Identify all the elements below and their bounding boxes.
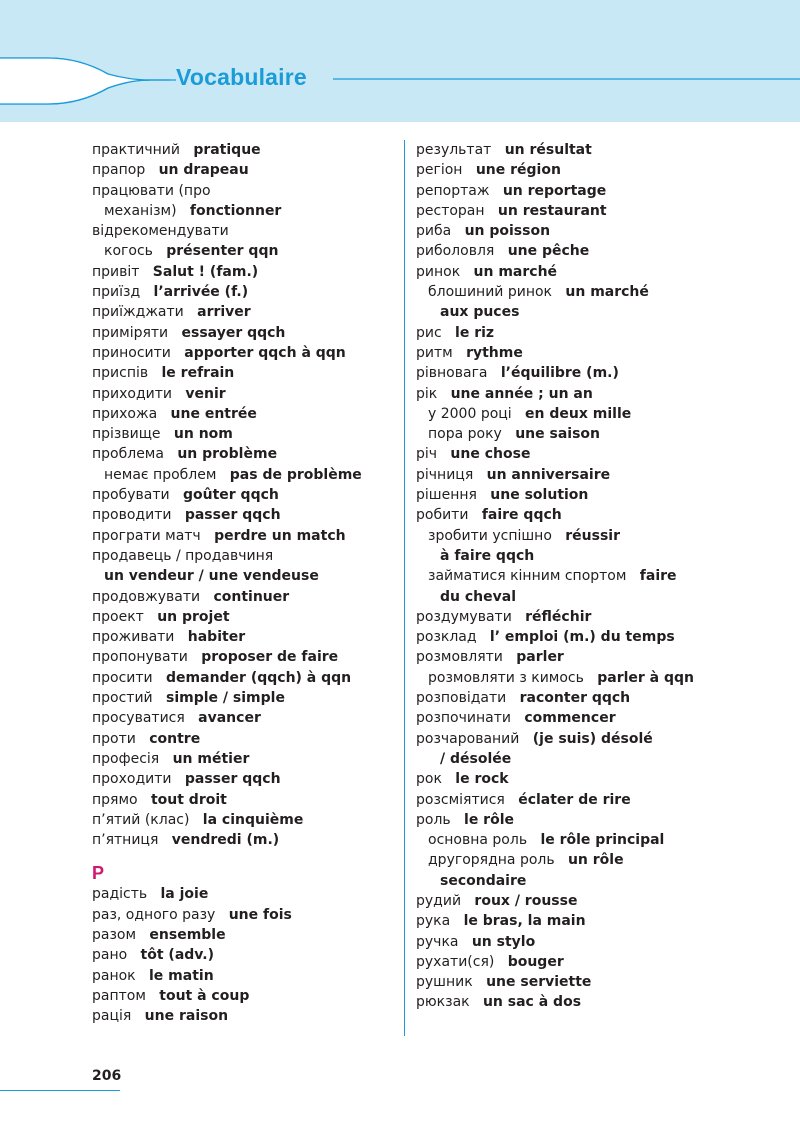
ukrainian-term: основна роль	[428, 832, 528, 849]
french-term: passer qqch	[184, 771, 281, 788]
vocab-entry	[92, 323, 397, 343]
vocab-entry	[92, 647, 397, 667]
ukrainian-term: практичний	[92, 142, 180, 158]
ukrainian-term: програти матч	[92, 527, 201, 544]
french-term: essayer qqch	[181, 324, 286, 341]
french-term: proposer de faire	[201, 649, 339, 666]
ukrainian-term: зробити успішно	[428, 527, 552, 544]
vocab-entry	[92, 830, 397, 850]
vocab-entry	[416, 749, 800, 769]
french-term: la joie	[160, 886, 209, 903]
vocab-entry	[92, 282, 397, 302]
ukrainian-term: проблема	[92, 446, 164, 463]
french-term: une année ; un an	[450, 385, 593, 402]
french-term: un anniversaire	[486, 466, 611, 483]
vocab-entry	[92, 384, 397, 404]
vocab-entry	[416, 871, 800, 891]
section-title: Vocabulaire	[176, 64, 307, 90]
french-term: l’arrivée (f.)	[153, 284, 249, 301]
vocab-entry	[416, 790, 800, 810]
french-term: le refrain	[161, 365, 235, 382]
vocab-entry	[416, 647, 800, 667]
ukrainian-term: раз, одного разу	[92, 906, 216, 923]
french-term: un stylo	[471, 933, 536, 950]
french-term: venir	[185, 385, 226, 402]
ukrainian-term: проект	[92, 608, 144, 625]
ukrainian-term: працювати (про	[92, 182, 211, 199]
french-term: parler	[516, 649, 564, 666]
french-term: une serviette	[486, 974, 592, 991]
french-term: continuer	[213, 588, 290, 605]
french-term: le bras, la main	[463, 913, 586, 930]
ukrainian-term: ритм	[416, 344, 453, 361]
ukrainian-term: приходити	[92, 385, 173, 402]
french-term: ensemble	[149, 926, 226, 943]
french-term: un métier	[172, 750, 250, 767]
entry-list-left	[92, 140, 397, 850]
french-term: un rôle	[567, 852, 624, 869]
vocab-entry	[92, 241, 397, 261]
vocab-entry	[92, 485, 397, 505]
french-term: pas de problème	[229, 466, 362, 483]
vocab-entry	[92, 404, 397, 424]
french-term: tout droit	[150, 791, 227, 808]
vocab-entry	[92, 566, 397, 586]
vocab-entry	[92, 140, 397, 160]
entry-list-right	[416, 140, 800, 1013]
ukrainian-term: механізм)	[104, 202, 177, 219]
vocab-entry	[416, 546, 800, 566]
vocab-entry	[416, 343, 800, 363]
french-term: tôt (adv.)	[140, 947, 214, 964]
vocab-entry	[416, 384, 800, 404]
french-term: un projet	[157, 608, 230, 625]
vocab-entry	[92, 363, 397, 383]
vocab-entry	[416, 505, 800, 525]
ukrainian-term: ресторан	[416, 202, 485, 219]
ukrainian-term: ринок	[416, 263, 461, 280]
ukrainian-term: у 2000 році	[428, 405, 512, 422]
french-term: une solution	[490, 487, 589, 504]
ukrainian-term: розмовляти з кимось	[428, 669, 584, 686]
vocab-entry	[92, 790, 397, 810]
vocab-entry	[416, 708, 800, 728]
ukrainian-term: проти	[92, 730, 136, 747]
ukrainian-term: роль	[416, 811, 451, 828]
ukrainian-term: проходити	[92, 771, 172, 788]
ukrainian-term: приїжджати	[92, 304, 184, 321]
vocab-entry	[416, 891, 800, 911]
ukrainian-term: прихожа	[92, 405, 158, 422]
header-band	[0, 0, 800, 122]
ukrainian-term: рівновага	[416, 365, 488, 382]
french-term: du cheval	[440, 588, 516, 605]
french-term: une fois	[228, 906, 292, 923]
vocab-entry	[92, 160, 397, 180]
french-term: le rock	[455, 771, 509, 788]
vocab-entry	[92, 708, 397, 728]
vocab-entry	[92, 221, 397, 241]
vocab-entry	[92, 905, 397, 925]
ukrainian-term: другорядна роль	[428, 852, 555, 869]
french-term: (je suis) désolé	[532, 730, 653, 747]
french-term: un restaurant	[497, 202, 607, 219]
french-term: perdre un match	[214, 527, 346, 544]
ukrainian-term: розклад	[416, 629, 477, 646]
vocab-entry	[416, 424, 800, 444]
french-term: la cinquième	[202, 811, 304, 828]
vocab-entry	[92, 986, 397, 1006]
vocab-entry	[92, 302, 397, 322]
ukrainian-term: продавець / продавчиня	[92, 547, 274, 564]
french-term: roux / rousse	[474, 892, 578, 909]
french-term: une chose	[450, 446, 531, 463]
french-term: aux puces	[440, 304, 520, 321]
ukrainian-term: прізвище	[92, 426, 161, 443]
vocab-entry	[92, 343, 397, 363]
ukrainian-term: рішення	[416, 487, 477, 504]
french-term: apporter qqch à qqn	[184, 344, 346, 361]
ukrainian-term: ручка	[416, 933, 459, 950]
french-term: un poisson	[464, 223, 551, 240]
vocab-entry	[92, 201, 397, 221]
ukrainian-term: риба	[416, 223, 452, 240]
french-term: présenter qqn	[166, 243, 279, 260]
vocab-entry	[92, 884, 397, 904]
vocab-entry	[92, 769, 397, 789]
vocab-entry	[416, 323, 800, 343]
ukrainian-term: просити	[92, 669, 153, 686]
ukrainian-term: п’ятниця	[92, 832, 159, 849]
vocab-entry	[92, 668, 397, 688]
entry-list-r	[92, 884, 397, 1026]
vocab-entry	[416, 688, 800, 708]
french-term: arriver	[197, 304, 251, 321]
french-term: une saison	[515, 426, 600, 443]
ukrainian-term: раптом	[92, 987, 146, 1004]
vocab-entry	[416, 160, 800, 180]
ukrainian-term: результат	[416, 142, 492, 158]
vocab-entry	[92, 526, 397, 546]
vocab-column-right	[416, 140, 800, 1013]
vocab-entry	[92, 749, 397, 769]
ukrainian-term: професія	[92, 750, 160, 767]
vocab-entry	[416, 769, 800, 789]
vocab-entry	[416, 444, 800, 464]
vocab-entry	[416, 221, 800, 241]
vocab-entry	[92, 444, 397, 464]
ukrainian-term: ранок	[92, 967, 136, 984]
ukrainian-term: регіон	[416, 162, 463, 179]
vocab-entry	[416, 181, 800, 201]
french-term: l’équilibre (m.)	[500, 365, 619, 382]
french-term: fonctionner	[189, 202, 282, 219]
french-term: contre	[149, 730, 201, 747]
vocab-entry	[416, 607, 800, 627]
footer-rule	[0, 1090, 120, 1091]
french-term: tout à coup	[159, 987, 250, 1004]
french-term: une raison	[144, 1008, 229, 1025]
ukrainian-term: рис	[416, 324, 442, 341]
french-term: faire qqch	[481, 507, 562, 524]
ukrainian-term: рука	[416, 913, 451, 930]
french-term: en deux mille	[525, 405, 632, 422]
ukrainian-term: рація	[92, 1008, 132, 1025]
vocab-entry	[416, 404, 800, 424]
french-term: une région	[475, 162, 561, 179]
vocab-entry	[92, 262, 397, 282]
ukrainian-term: рік	[416, 385, 438, 402]
ukrainian-term: разом	[92, 926, 137, 943]
ukrainian-term: приміряти	[92, 324, 169, 341]
ukrainian-term: приспів	[92, 365, 149, 382]
vocab-entry	[416, 140, 800, 160]
ukrainian-term: радість	[92, 886, 148, 903]
ukrainian-term: роздумувати	[416, 608, 512, 625]
ukrainian-term: розчарований	[416, 730, 520, 747]
french-term: un drapeau	[158, 162, 249, 179]
vocab-entry	[416, 668, 800, 688]
french-term: secondaire	[440, 872, 527, 889]
vocab-entry	[92, 607, 397, 627]
ukrainian-term: когось	[104, 243, 153, 260]
ukrainian-term: приносити	[92, 344, 171, 361]
section-letter: Р	[92, 863, 105, 884]
vocab-entry	[416, 363, 800, 383]
vocab-entry	[416, 911, 800, 931]
vocab-entry	[92, 688, 397, 708]
french-term: réfléchir	[525, 608, 592, 625]
ukrainian-term: рок	[416, 771, 442, 788]
vocab-entry	[416, 830, 800, 850]
vocab-entry	[92, 945, 397, 965]
french-term: raconter qqch	[519, 690, 631, 707]
ukrainian-term: розсміятися	[416, 791, 505, 808]
vocab-entry	[92, 424, 397, 444]
vocab-entry	[92, 505, 397, 525]
ukrainian-term: привіт	[92, 263, 140, 280]
french-term: à faire qqch	[440, 547, 535, 564]
french-term: le riz	[455, 324, 495, 341]
french-term: simple / simple	[166, 690, 285, 707]
page-number: 206	[92, 1068, 122, 1084]
vocab-entry	[92, 587, 397, 607]
vocab-entry	[92, 810, 397, 830]
ukrainian-term: відрекомендувати	[92, 223, 229, 240]
column-divider	[404, 140, 405, 1036]
vocab-entry	[416, 627, 800, 647]
ukrainian-term: розпочинати	[416, 710, 511, 727]
french-term: réussir	[565, 527, 620, 544]
ukrainian-term: блошиний ринок	[428, 284, 553, 301]
french-term: habiter	[187, 629, 246, 646]
ukrainian-term: риболовля	[416, 243, 495, 260]
french-term: commencer	[524, 710, 616, 727]
french-term: / désolée	[440, 750, 512, 767]
ukrainian-term: прапор	[92, 162, 146, 179]
french-term: demander (qqch) à qqn	[166, 669, 352, 686]
ukrainian-term: п’ятий (клас)	[92, 811, 190, 828]
french-term: éclater de rire	[518, 791, 631, 808]
ukrainian-term: рано	[92, 947, 128, 964]
ukrainian-term: рюкзак	[416, 994, 470, 1011]
ukrainian-term: приїзд	[92, 284, 141, 301]
vocab-entry	[416, 952, 800, 972]
french-term: goûter qqch	[182, 487, 279, 504]
vocab-entry	[416, 465, 800, 485]
ukrainian-term: рухати(ся)	[416, 953, 495, 970]
ukrainian-term: репортаж	[416, 182, 490, 199]
french-term: le rôle principal	[540, 832, 665, 849]
french-term: un nom	[173, 426, 233, 443]
vocab-entry	[416, 566, 800, 586]
vocab-entry	[92, 1006, 397, 1026]
french-term: passer qqch	[184, 507, 281, 524]
french-term: un résultat	[504, 142, 592, 158]
french-term: vendredi (m.)	[171, 832, 280, 849]
vocab-entry	[416, 587, 800, 607]
vocab-entry	[416, 241, 800, 261]
ukrainian-term: розповідати	[416, 690, 507, 707]
ukrainian-term: пропонувати	[92, 649, 188, 666]
vocab-entry	[92, 925, 397, 945]
vocab-entry	[416, 262, 800, 282]
ukrainian-term: річ	[416, 446, 438, 463]
vocab-entry	[416, 850, 800, 870]
vocab-entry	[416, 932, 800, 952]
french-term: rythme	[466, 344, 523, 361]
vocab-entry	[92, 966, 397, 986]
vocab-entry	[416, 302, 800, 322]
ukrainian-term: прямо	[92, 791, 138, 808]
vocab-entry	[416, 972, 800, 992]
vocab-entry	[92, 627, 397, 647]
french-term: une pêche	[507, 243, 590, 260]
french-term: faire	[639, 568, 677, 585]
vocab-entry	[416, 992, 800, 1012]
ukrainian-term: немає проблем	[104, 466, 217, 483]
ukrainian-term: річниця	[416, 466, 474, 483]
french-term: le rôle	[464, 811, 514, 828]
ukrainian-term: проживати	[92, 629, 175, 646]
ukrainian-term: пора року	[428, 426, 502, 443]
french-term: parler à qqn	[597, 669, 695, 686]
french-term: un reportage	[502, 182, 607, 199]
ukrainian-term: продовжувати	[92, 588, 201, 605]
ukrainian-term: просуватися	[92, 710, 185, 727]
vocab-entry	[416, 201, 800, 221]
french-term: le matin	[149, 967, 214, 984]
french-term: l’ emploi (m.) du temps	[489, 629, 675, 646]
vocab-entry	[92, 546, 397, 566]
vocab-entry	[416, 282, 800, 302]
vocab-entry	[416, 526, 800, 546]
ukrainian-term: проводити	[92, 507, 172, 524]
vocab-entry	[416, 810, 800, 830]
ukrainian-term: рудий	[416, 892, 462, 909]
french-term: un problème	[177, 446, 278, 463]
french-term: une entrée	[170, 405, 257, 422]
vocab-entry	[92, 465, 397, 485]
french-term: avancer	[198, 710, 261, 727]
header-decoration	[0, 0, 800, 122]
vocab-entry	[92, 181, 397, 201]
french-term: bouger	[507, 953, 564, 970]
french-term: un marché	[565, 284, 649, 301]
ukrainian-term: рушник	[416, 974, 473, 991]
vocab-entry	[92, 729, 397, 749]
ukrainian-term: розмовляти	[416, 649, 503, 666]
french-term: un vendeur / une vendeuse	[104, 568, 319, 585]
french-term: un sac à dos	[482, 994, 582, 1011]
ukrainian-term: простий	[92, 690, 153, 707]
vocab-entry	[416, 485, 800, 505]
ukrainian-term: займатися кінним спортом	[428, 568, 627, 585]
ukrainian-term: пробувати	[92, 487, 170, 504]
french-term: Salut ! (fam.)	[152, 263, 259, 280]
french-term: pratique	[193, 142, 261, 158]
french-term: un marché	[473, 263, 558, 280]
vocab-entry	[416, 729, 800, 749]
ukrainian-term: робити	[416, 507, 469, 524]
vocab-column-left	[92, 140, 397, 1026]
